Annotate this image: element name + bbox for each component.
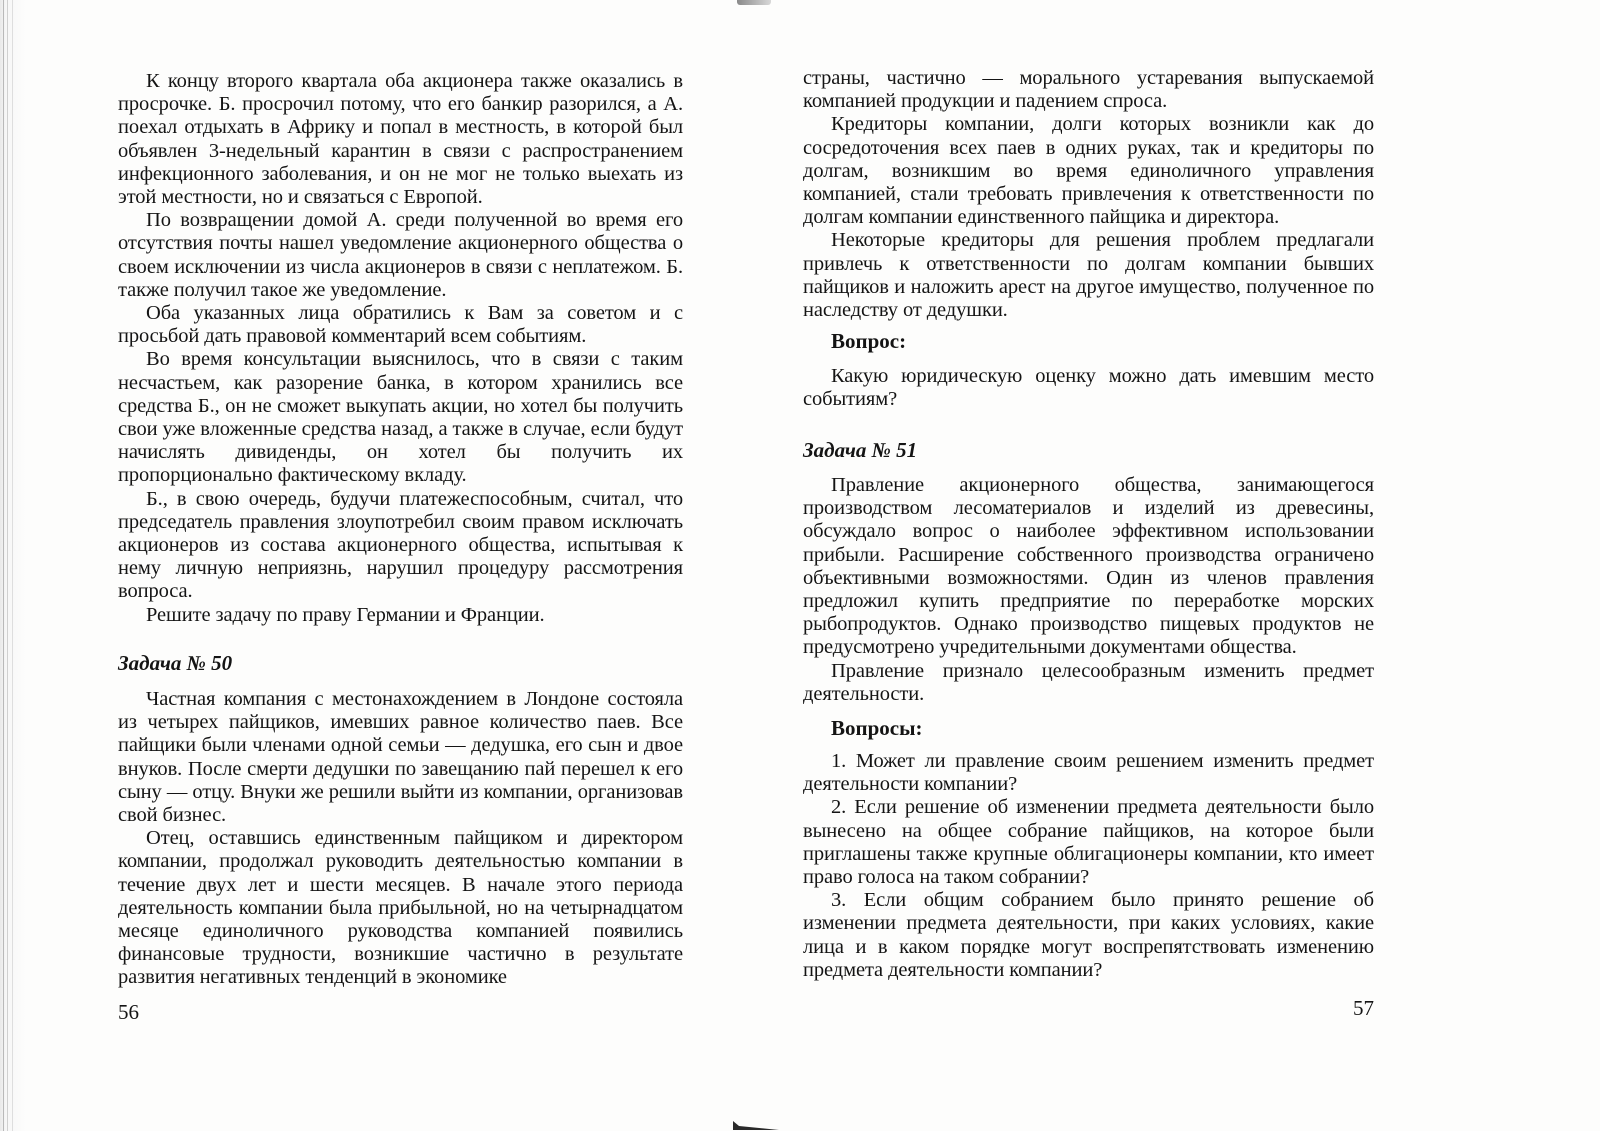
- page-number: 57: [1353, 996, 1374, 1020]
- paragraph: К концу второго квартала оба акционера также оказались в просрочке. Б. просрочил потому, что его банкир разорился, а А. поехал отдыхать в Африку и попал в местность, в которой был объявлен 3-недельный карантин в связи с распространением инфекционного заболевания, и он не мог не только выехать из этой местности, но и связаться с Европой.: [118, 70, 683, 209]
- question-item: 3. Если общим собранием было принято решение об изменении предмета деятельности, при каких условиях, какие лица и в каком порядке могут воспрепятствовать изменению предмета деятельности компании?: [803, 889, 1374, 981]
- questions-heading: Вопросы:: [831, 716, 923, 740]
- scan-mark-top: [737, 0, 771, 5]
- paragraph: Правление акционерного общества, занимающегося производством лесоматериалов и изделий из древесины, обсуждало вопрос о наиболее эффективном использовании прибыли. Расширение собственного производства ограничено объективными возможностями. Один из членов правления предложил купить предприятие по переработке морских рыбопродуктов. Однако производство пищевых продуктов не предусмотрено учредительными документами общества.: [803, 474, 1374, 659]
- questions-list: [803, 750, 1374, 982]
- question-item: 2. Если решение об изменении предмета деятельности было вынесено на общее собрание пайщиков, на которое были приглашены также крупные облигационеры компании, кто имеет право голоса на таком собрании?: [803, 796, 1374, 889]
- paragraph: Решите задачу по праву Германии и Франции.: [146, 603, 545, 626]
- question-item: 1. Может ли правление своим решением изменить предмет деятельности компании?: [803, 750, 1374, 796]
- task-50-text: [118, 688, 683, 990]
- task-51-text: [803, 474, 1374, 706]
- task-heading: Задача № 50: [118, 651, 233, 675]
- paragraph: Частная компания с местонахождением в Лондоне состояла из четырех пайщиков, имевших равное количество паев. Все пайщики были членами одной семьи — дедушка, его сын и двое внуков. После смерти дедушки по завещанию пай перешел к его сыну — отцу. Внуки же решили выйти из компании, организовав свой бизнес.: [118, 688, 683, 827]
- question-text: Какую юридическую оценку можно дать имевшим место событиям?: [803, 365, 1374, 411]
- left-text-top: [118, 70, 683, 627]
- paragraph: Б., в свою очередь, будучи платежеспособным, считал, что председатель правления злоупотребил своим правом исключать акционеров из состава акционерного общества, испытывая к нему личную неприязнь, нарушил процедуру рассмотрения вопроса.: [118, 487, 683, 603]
- task-50-heading-block: [118, 651, 683, 675]
- paragraph: Во время консультации выяснилось, что в связи с таким несчастьем, как разорение банка, в котором хранились все средства Б., он не сможет выкупать акции, но хотел бы получить свои уже вложенные средства назад, а также в случае, если будут начислять дивиденды, он хотел бы получить их пропорционально фактическому вкладу.: [118, 348, 683, 487]
- scan-edge-line: [7, 0, 8, 1131]
- paragraph: Отец, оставшись единственным пайщиком и директором компании, продолжал руководить деятельностью компании в течение двух лет и шести месяцев. В начале этого периода деятельность компании была прибыльной, но на четырнадцатом месяце единоличного руководства компанией появились финансовые трудности, возникшие частично в результате развития негативных тенденций в экономике: [118, 827, 683, 989]
- scan-mark-bottom: [733, 1121, 779, 1130]
- paragraph: Оба указанных лица обратились к Вам за советом и с просьбой дать правовой комментарий всем событиям.: [118, 302, 683, 348]
- right-text-top: [803, 67, 1374, 322]
- paragraph: По возвращении домой А. среди полученной во время его отсутствия почты нашел уведомление акционерного общества о своем исключении из числа акционеров в связи с неплатежом. Б. также получил такое же уведомление.: [118, 209, 683, 301]
- paragraph: Кредиторы компании, долги которых возникли как до сосредоточения всех паев в одних руках, так и кредиторы по долгам, возникшим во время единоличного управления компанией, стали требовать привлечения к ответственности по долгам компании единственного пайщика и директора.: [803, 113, 1374, 229]
- question-text-block: [803, 365, 1374, 411]
- paragraph: Некоторые кредиторы для решения проблем предлагали привлечь к ответственности по долгам компании бывших пайщиков и наложить арест на другое имущество, полученное по наследству от дедушки.: [803, 229, 1374, 322]
- paragraph: Правление признало целесообразным изменить предмет деятельности.: [803, 659, 1374, 705]
- task-heading: Задача № 51: [803, 438, 918, 462]
- task-51-heading-block: [803, 438, 1374, 462]
- page-number: 56: [118, 1000, 139, 1024]
- scan-edge-line: [12, 0, 13, 1131]
- paragraph: страны, частично — морального устаревания выпускаемой компанией продукции и падением спроса.: [803, 67, 1374, 113]
- question-heading: Вопрос:: [831, 329, 907, 353]
- scan-edge-line: [3, 0, 4, 1131]
- questions-heading-block: [803, 716, 1374, 740]
- question-heading-block: [803, 329, 1374, 353]
